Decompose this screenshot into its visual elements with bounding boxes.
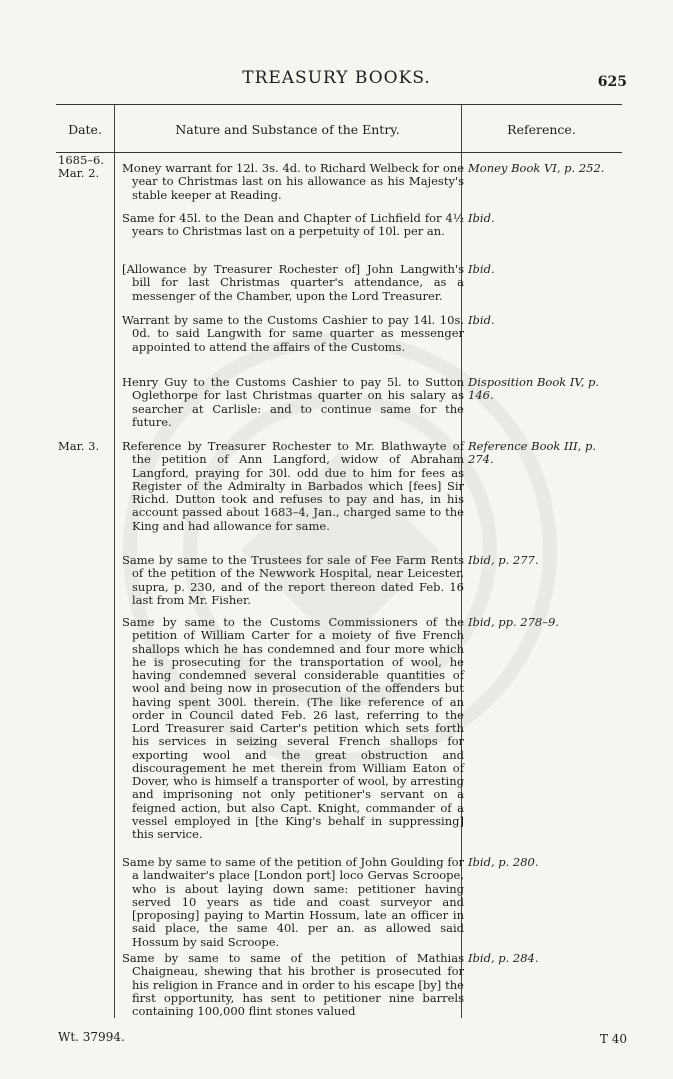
- entry-text: Same by same to same of the petition of Mathias Chaigneau, shewing that his brother is prosecuted for his religion in France and in order to his escape [by] the first opportunity, has sent to petitioner nine barrels containing 100,000 flint stones valued: [122, 951, 464, 1018]
- entry-reference: Ibid.: [468, 262, 495, 276]
- entry-reference: Money Book VI, p. 252.: [468, 161, 605, 175]
- entry-text: Same by same to the Customs Commissioners of the petition of William Carter for a moiety of five French shallops which he has condemned and four more which he is prosecuting for the transportation of wool, he having condemned several considerable quantities of wool and being now in prosecution of the offenders but having spent 300l. therein. (The like reference of an order in Council dated Feb. 26 last, referring to the Lord Treasurer said Carter's petition which sets forth his services in seizing several French shallops for exporting wool and the great obstruction and discouragement he met therein from William Eaton of Dover, who is himself a transporter of wool, by arresting and imprisoning not only petitioner's servant on a feigned action, but also Capt. Knight, commander of a vessel employed in [the King's behalf in suppressing] this service.: [122, 615, 464, 841]
- entry-text: Same for 45l. to the Dean and Chapter of Lichfield for 4½ years to Christmas last on a perpetuity of 10l. per an.: [122, 211, 464, 239]
- footer-warrant-number: Wt. 37994.: [58, 1030, 125, 1044]
- entry-reference: Ibid, p. 284.: [468, 951, 539, 965]
- column-header-date: Date.: [68, 122, 102, 137]
- entry-text: Same by same to same of the petition of John Goulding for a landwaiter's place [London port] loco Gervas Scroope, who is about laying down same: petitioner having served 10 years as tide and coast surveyor and [proposing] paying to Martin Hossum, late an officer in said place, the same 40l. per an. as allowed said Hossum by said Scroope.: [122, 855, 464, 949]
- entry-reference: Ibid, pp. 278–9.: [468, 615, 559, 629]
- entry-reference: Ibid, p. 280.: [468, 855, 539, 869]
- table-top-rule: [56, 104, 622, 105]
- entry-date: 1685–6. Mar. 2.: [58, 153, 104, 180]
- column-header-reference: Reference.: [507, 122, 576, 137]
- entry-text: Henry Guy to the Customs Cashier to pay 5l. to Sutton Oglethorpe for last Christmas quarter on his salary as searcher at Carlisle: and to continue same for the future.: [122, 375, 464, 429]
- entry-text: Warrant by same to the Customs Cashier to pay 14l. 10s. 0d. to said Langwith for same quarter as messenger appointed to attend the affairs of the Customs.: [122, 313, 464, 354]
- entry-date: Mar. 3.: [58, 439, 100, 453]
- entry-reference: Ibid.: [468, 211, 495, 225]
- column-header-nature: Nature and Substance of the Entry.: [175, 122, 400, 137]
- entries-table: [56, 104, 622, 1018]
- entry-text: Same by same to the Trustees for sale of Fee Farm Rents of the petition of the Newwork Hospital, near Leicester, supra, p. 230, and of the report thereon dated Feb. 16 last from Mr. Fisher.: [122, 553, 464, 607]
- table-header-rule: [56, 152, 622, 153]
- entry-reference: Ibid, p. 277.: [468, 553, 539, 567]
- entry-reference: Ibid.: [468, 313, 495, 327]
- entry-reference: Disposition Book IV, p. 146.: [468, 375, 600, 403]
- entry-reference: Reference Book III, p. 274.: [468, 439, 597, 467]
- page-number: 625: [597, 74, 627, 90]
- entry-text: Reference by Treasurer Rochester to Mr. Blathwayte of the petition of Ann Langford, widow of Abraham Langford, praying for 30l. odd due to him for fees as Register of the Admiralty in Barbados which [fees] Sir Richd. Dutton took and refuses to pay and has, in his account passed about 1683–4, Jan., charged same to the King and had allowance for same.: [122, 439, 464, 533]
- running-title: TREASURY BOOKS.: [242, 68, 431, 88]
- entry-text: [Allowance by Treasurer Rochester of] John Langwith's bill for last Christmas quarter's attendance, as a messenger of the Chamber, upon the Lord Treasurer.: [122, 262, 464, 303]
- entry-text: Money warrant for 12l. 3s. 4d. to Richard Welbeck for one year to Christmas last on his allowance as his Majesty's stable keeper at Reading.: [122, 161, 464, 202]
- column-divider-date: [114, 104, 115, 1018]
- footer-signature-mark: T 40: [599, 1032, 627, 1046]
